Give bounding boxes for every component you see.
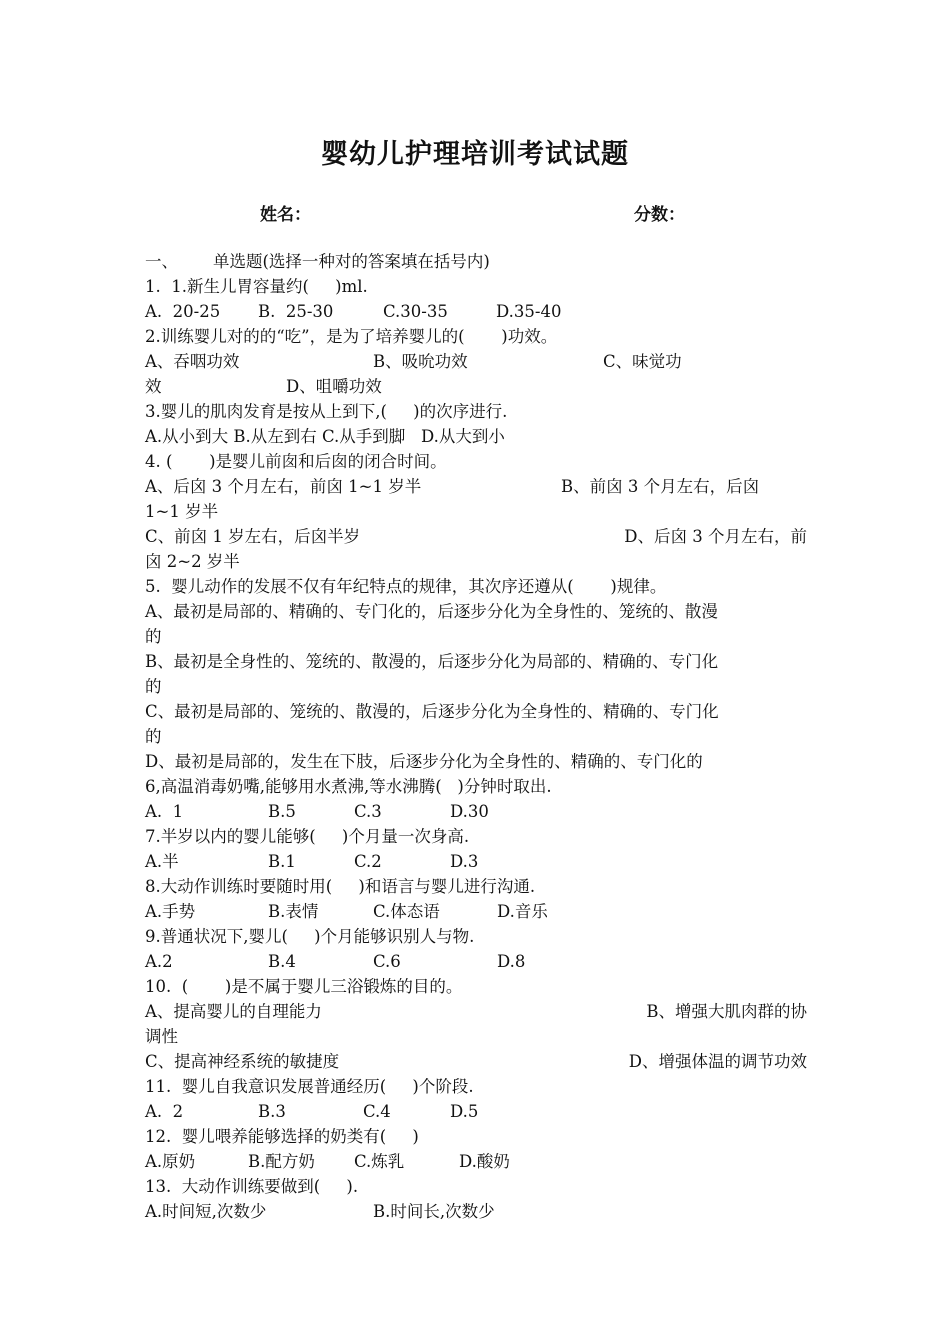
option-c: C.4 [363,1102,391,1121]
option-b: B.配方奶 [248,1152,315,1171]
question-8-options [145,899,807,924]
option-b: B、吸吮功效 [373,352,468,371]
question-10: 10. ( )是不属于婴儿三浴锻炼的目的。 [145,977,463,996]
question-2: 2.训练婴儿对的的“吃”，是为了培养婴儿的( )功效。 [145,327,558,346]
question-4-options-cd [145,524,807,549]
question-1: 1. 1.新生儿胃容量约( )ml. [145,277,368,296]
option-d: D、咀嚼功效 [286,377,382,396]
option-a: A、最初是局部的、精确的、专门化的，后逐步分化为全身性的、笼统的、散漫 [145,602,718,621]
section-number: 一、 [145,252,178,271]
question-10-options-cd [145,1049,807,1074]
question-7: 7.半岁以内的婴儿能够( )个月量一次身高. [145,827,470,846]
option-c: C.30-35 [383,302,448,321]
option-b: B.3 [258,1102,286,1121]
option-c: C、前囟 1 岁左右，后囟半岁 [145,527,361,546]
option-c: C、味觉功 [603,352,682,371]
question-2-options-cont [145,374,807,399]
question-3: 3.婴儿的肌肉发育是按从上到下,( )的次序进行. [145,402,508,421]
option-d: D.35-40 [496,302,562,321]
option-c: C.炼乳 [354,1152,405,1171]
question-4: 4. ( )是婴儿前囱和后囱的闭合时间。 [145,452,447,471]
question-4-options-ab [145,474,807,499]
option-c: C.2 [354,852,382,871]
option-a: A.时间短,次数少 [145,1202,267,1221]
option-a: A、吞咽功效 [145,352,240,371]
option-c: C、最初是局部的、笼统的、散漫的，后逐步分化为全身性的、精确的、专门化 [145,702,719,721]
option-a: A、后囟 3 个月左右，前囟 1~1 岁半 [145,477,422,496]
option-a: A、提高婴儿的自理能力 [145,1002,322,1021]
option-a: A. 20-25 [145,302,221,321]
option-a: A.半 [145,852,179,871]
question-13: 13. 大动作训练要做到( ). [145,1177,359,1196]
score-label: 分数： [634,205,685,225]
question-9: 9.普通状况下,婴儿( )个月能够识别人与物. [145,927,475,946]
option-c: C.体态语 [373,902,440,921]
question-list [145,249,807,1224]
option-a: A.原奶 [145,1152,196,1171]
name-label: 姓名： [260,205,311,225]
option-a: A. 1 [145,802,184,821]
option-b: B.表情 [268,902,319,921]
option-c: C.6 [373,952,401,971]
option-b: B. 25-30 [258,302,334,321]
question-6: 6,高温消毒奶嘴,能够用水煮沸,等水沸腾( )分钟时取出. [145,777,552,796]
section-text: 单选题(选择一种对的答案填在括号内) [213,252,490,271]
document-title: 婴幼儿护理培训考试试题 [321,139,629,170]
option-b: B.5 [268,802,296,821]
option-d-cont: 囟 2~2 岁半 [145,552,240,571]
question-12: 12. 婴儿喂养能够选择的奶类有( ) [145,1127,419,1146]
option-c: C.3 [354,802,382,821]
option-b: B.1 [268,852,296,871]
option-b-cont: 的 [145,677,162,696]
question-8: 8.大动作训练时要随时用( )和语言与婴儿进行沟通. [145,877,536,896]
option-c-cont: 的 [145,727,162,746]
option-c: C、提高神经系统的敏捷度 [145,1052,340,1071]
option-a: A.2 [145,952,173,971]
option-b: B、增强大肌肉群的协 [646,1002,807,1021]
option-a: A. 2 [145,1102,184,1121]
option-b: B、最初是全身性的、笼统的、散漫的，后逐步分化为局部的、精确的、专门化 [145,652,719,671]
option-b: B、前囟 3 个月左右，后囟 [561,477,760,496]
option-d: D.音乐 [497,902,548,921]
option-d: D.3 [450,852,479,871]
question-3-options: A.从小到大 B.从左到右 C.从手到脚 D.从大到小 [145,427,505,446]
question-13-options [145,1199,807,1224]
option-d: D、后囟 3 个月左右，前 [624,527,807,546]
question-12-options [145,1149,807,1174]
question-9-options [145,949,807,974]
option-d: D.酸奶 [459,1152,510,1171]
question-11-options [145,1099,807,1124]
option-d: D.5 [450,1102,479,1121]
option-d: D、最初是局部的，发生在下肢，后逐步分化为全身性的、精确的、专门化的 [145,752,703,771]
option-d: D、增强体温的调节功效 [628,1052,807,1071]
option-a: A.手势 [145,902,196,921]
question-7-options [145,849,807,874]
option-b-cont: 1~1 岁半 [145,502,219,521]
option-a-cont: 的 [145,627,162,646]
question-2-options [145,349,807,374]
option-c-cont: 效 [145,377,162,396]
question-5: 5. 婴儿动作的发展不仅有年纪特点的规律，其次序还遵从( )规律。 [145,577,667,596]
question-10-options-ab [145,999,807,1024]
question-1-options [145,299,807,324]
option-d: D.8 [497,952,526,971]
option-b: B.4 [268,952,296,971]
option-d: D.30 [450,802,489,821]
option-b-cont: 调性 [145,1027,178,1046]
section-heading [145,249,807,274]
question-6-options [145,799,807,824]
question-11: 11. 婴儿自我意识发展普通经历( )个阶段. [145,1077,474,1096]
option-b: B.时间长,次数少 [373,1202,495,1221]
